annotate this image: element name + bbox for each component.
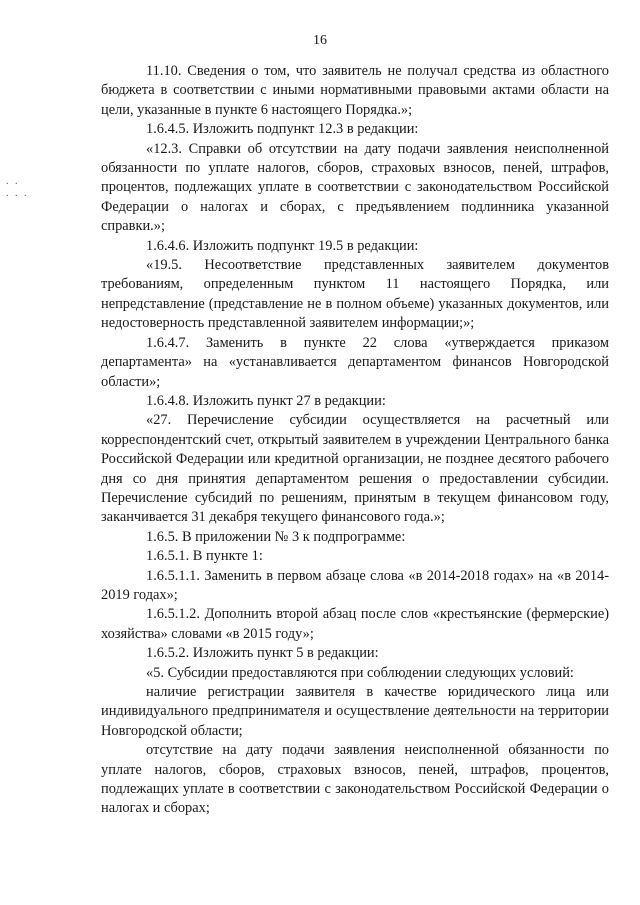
document-body xyxy=(101,62,609,819)
paragraph-1-6-4-6: 1.6.4.6. Изложить подпункт 19.5 в редакции: xyxy=(146,237,419,254)
paragraph-12-3: «12.3. Справки об отсутствии на дату подачи заявления неисполненной обязанности по уплате налогов, сборов, страховых взносов, пеней, штрафов, процентов, подлежащих уплате в соответствии с законодательством Российской Федерации о налогах и сборах, с предъявлением подлинника указанной справки.»; xyxy=(101,140,609,235)
page-number: 16 xyxy=(313,33,327,48)
paragraph-1-6-5-2: 1.6.5.2. Изложить пункт 5 в редакции: xyxy=(146,645,379,662)
paragraph-1-6-4-5: 1.6.4.5. Изложить подпункт 12.3 в редакции: xyxy=(146,121,419,138)
paragraph-1-6-5-1-2: 1.6.5.1.2. Дополнить второй абзац после слов «крестьянские (фермерские) хозяйства» словами «в 2015 году»; xyxy=(101,606,609,642)
paragraph-27: «27. Перечисление субсидии осуществляется на расчетный или корреспондентский счет, открытый заявителем в учреждении Центрального банка Российской Федерации или кредитной организации, не позднее десятого рабочего дня со дня принятия департаментом решения о предоставлении субсидии. Перечисление субсидий по решениям, принятым в текущем финансовом году, заканчивается 31 декабря текущего финансового года.»; xyxy=(101,412,609,526)
paragraph-1-6-5: 1.6.5. В приложении № 3 к подпрограмме: xyxy=(146,528,406,545)
paragraph-1-6-5-1: 1.6.5.1. В пункте 1: xyxy=(146,548,263,565)
paragraph-condition-registration: наличие регистрации заявителя в качестве юридического лица или индивидуального предпринимателя и осуществление деятельности на территории Новгородской области; xyxy=(101,684,609,739)
paragraph-19-5: «19.5. Несоответствие представленных заявителем документов требованиям, определенным пунктом 11 настоящего Порядка, или непредставление (представление не в полном объеме) указанных документов, или недостоверность представленной заявителем информации;»; xyxy=(101,257,609,332)
paragraph-11-10: 11.10. Сведения о том, что заявитель не получал средства из областного бюджета в соответствии с иными нормативными правовыми актами области на цели, указанные в пункте 6 настоящего Порядка.»; xyxy=(101,63,609,118)
paragraph-condition-no-debt: отсутствие на дату подачи заявления неисполненной обязанности по уплате налогов, сборов, страховых взносов, пеней, штрафов, процентов, подлежащих уплате в соответствии с законодательством Российской Федерации о налогах и сборах; xyxy=(101,742,609,817)
margin-marks: . . . . . xyxy=(6,176,29,199)
paragraph-1-6-5-1-1: 1.6.5.1.1. Заменить в первом абзаце слова «в 2014-2018 годах» на «в 2014-2019 годах»; xyxy=(101,567,609,603)
paragraph-1-6-4-7: 1.6.4.7. Заменить в пункте 22 слова «утверждается приказом департамента» на «устанавливается департаментом финансов Новгородской области»; xyxy=(101,334,609,390)
paragraph-5: «5. Субсидии предоставляются при соблюдении следующих условий: xyxy=(146,664,574,681)
paragraph-1-6-4-8: 1.6.4.8. Изложить пункт 27 в редакции: xyxy=(146,392,386,409)
